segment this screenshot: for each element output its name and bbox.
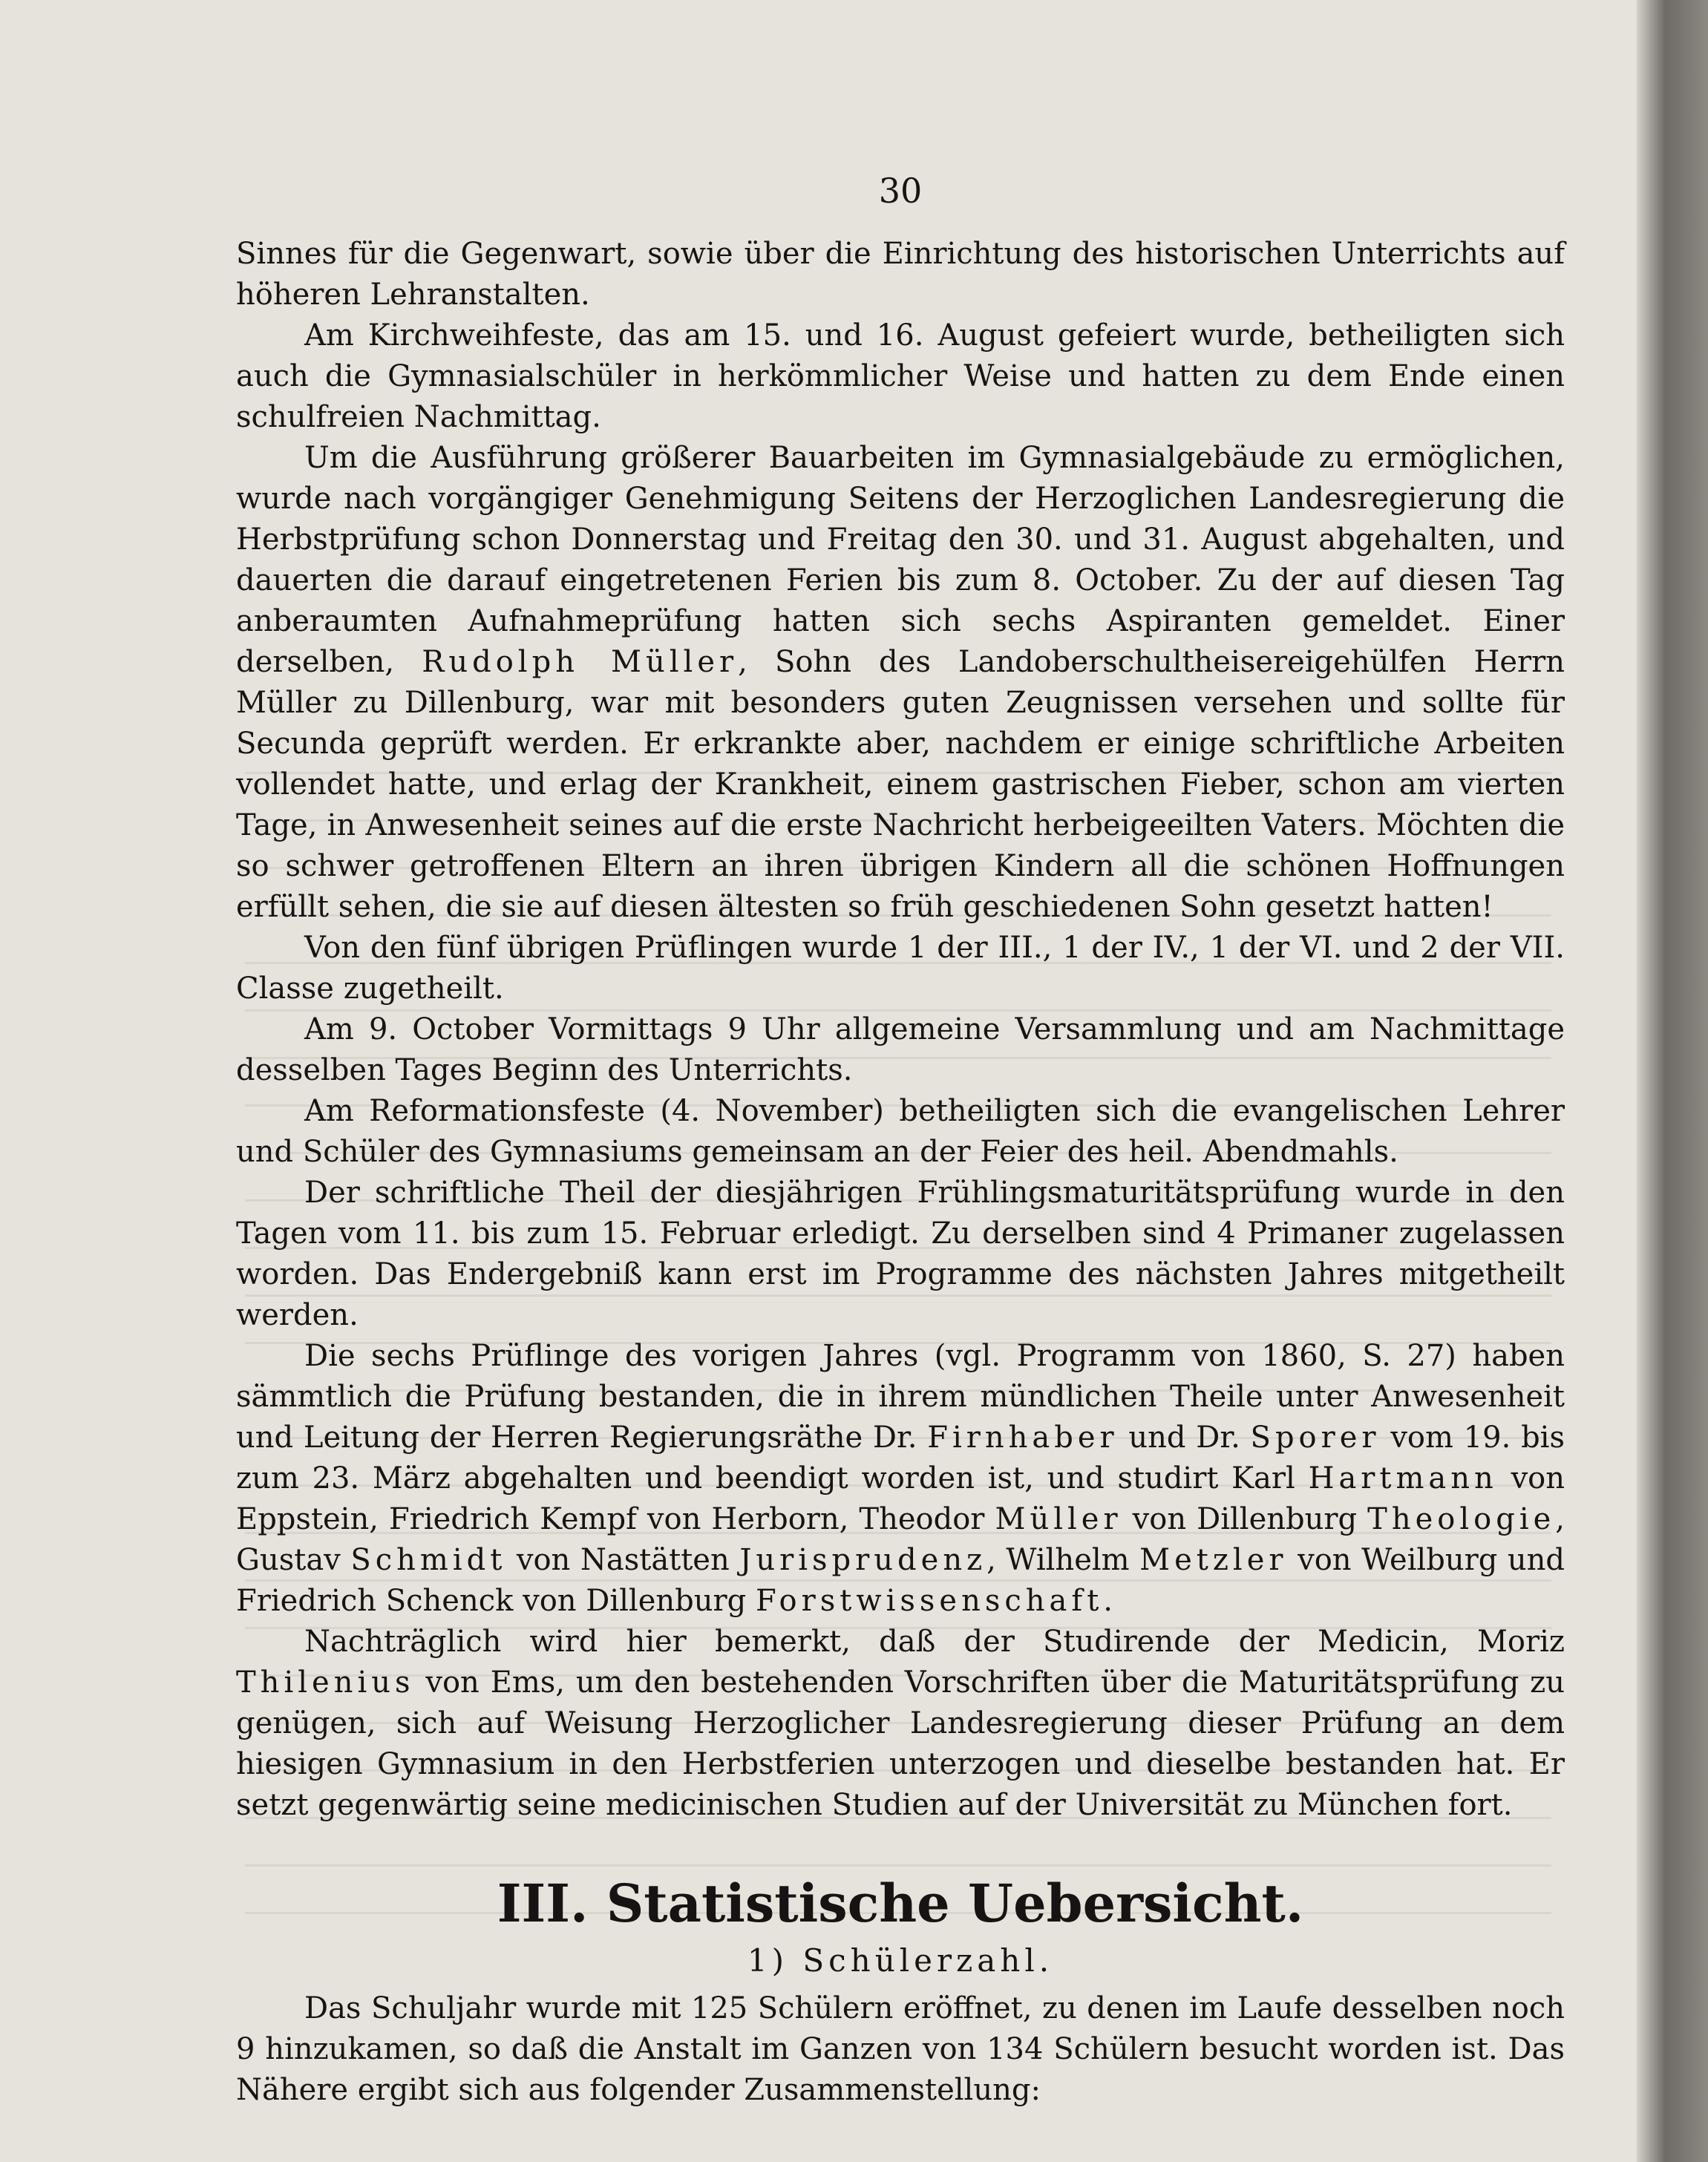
text-run: . [1103,1584,1113,1618]
book-gutter [1637,0,1708,2162]
spaced-emphasis: Thilenius [236,1665,415,1700]
spaced-emphasis: Forstwissenschaft [755,1584,1104,1618]
body-paragraph [236,438,1565,928]
body-paragraph [236,1009,1565,1091]
body-paragraph [236,1173,1565,1336]
spaced-emphasis: Jurisprudenz [739,1543,987,1577]
text-run: Sinnes für die Gegenwart, sowie über die Einrichtung des historischen Unterrichts auf höheren Lehranstalten. [236,237,1565,312]
text-run: Am 9. October Vormittags 9 Uhr allgemeine Versammlung und am Nachmittage desselben Tages Beginn des Unterrichts. [236,1012,1565,1087]
body-paragraph [236,928,1565,1009]
spaced-emphasis: Hartmann [1308,1461,1498,1496]
text-run: und Dr. [1118,1421,1251,1455]
text-run: vom 19. bis zum 23. März abgehalten und beendigt worden ist, und studirt Karl [236,1421,1565,1496]
text-run: Von den fünf übrigen Prüflingen wurde 1 der III., 1 der IV., 1 der VI. und 2 der VII. Classe zugetheilt. [236,931,1565,1006]
text-run: Die sechs Prüflinge des vorigen Jahres (vgl. Programm von 1860, S. 27) haben sämmtlich die Prüfung bestanden, die in ihrem mündlichen Theile unter Anwesenheit und Leitung der Herren Regierungsräthe Dr. [236,1339,1565,1455]
page-content [236,171,1565,2111]
body-paragraph [236,234,1565,315]
text-run: von Dillenburg [1122,1502,1368,1536]
section-subheading: 1) Schülerzahl. [747,1942,1054,1979]
body-paragraph [236,1336,1565,1622]
body-paragraph [236,315,1565,438]
text-run: Um die Ausführung größerer Bauarbeiten im Gymnasialgebäude zu ermöglichen, wurde nach vorgängiger Genehmigung Seitens der Herzoglichen Landesregierung die Herbstprüfung schon Donnerstag und Freitag den 30. und 31. August abgehalten, und dauerten die darauf eingetretenen Ferien bis zum 8. October. Zu der auf diesen Tag anberaumten Aufnahmeprüfung hatten sich sechs Aspiranten gemeldet. Einer derselben, [236,441,1565,679]
body-text [236,234,1565,1826]
text-run: von Ems, um den bestehenden Vorschriften über die Maturitätsprüfung zu genügen, sich auf Weisung Herzoglicher Landesregierung dieser Prüfung an dem hiesigen Gymnasium in den Herbstferien unterzogen und dieselbe bestanden hat. Er setzt gegenwärtig seine medicinischen Studien auf der Universität zu München fort. [236,1665,1565,1822]
text-run: Am Reformationsfeste (4. November) betheiligten sich die evangelischen Lehrer und Schüler des Gymnasiums gemeinsam an der Feier des heil. Abendmahls. [236,1094,1565,1169]
text-run: Der schriftliche Theil der diesjährigen Frühlingsmaturitätsprüfung wurde in den Tagen vom 11. bis zum 15. Februar erledigt. Zu derselben sind 4 Primaner zugelassen worden. Das Endergebniß kann erst im Programme des nächsten Jahres mitgetheilt werden. [236,1176,1565,1332]
text-run: Nachträglich wird hier bemerkt, daß der Studirende der Medicin, Moriz [304,1625,1565,1659]
text-run: , Wilhelm [986,1543,1140,1577]
text-run: von Nastätten [506,1543,740,1577]
text-run: , Gustav [236,1502,1565,1577]
page-number: 30 [878,171,923,211]
spaced-emphasis: Sporer [1250,1421,1381,1455]
text-run: , Sohn des Landoberschultheisereigehülfen Herrn Müller zu Dillenburg, war mit besonders guten Zeugnissen versehen und sollte für Secunda geprüft werden. Er erkrankte aber, nachdem er einige schriftliche Arbeiten vollendet hatte, und erlag der Krankheit, einem gastrischen Fieber, schon am vierten Tage, in Anwesenheit seines auf die erste Nachricht herbeigeeilten Vaters. Möchten die so schwer getroffenen Eltern an ihren übrigen Kindern all die schönen Hoffnungen erfüllt sehen, die sie auf diesen ältesten so früh geschiedenen Sohn gesetzt hatten! [236,645,1565,924]
spaced-emphasis: Müller [995,1502,1122,1536]
spaced-emphasis: Theologie [1367,1502,1556,1536]
section-paragraph: Das Schuljahr wurde mit 125 Schülern eröffnet, zu denen im Laufe desselben noch 9 hinzukamen, so daß die Anstalt im Ganzen von 134 Schülern besucht worden ist. Das Nähere ergibt sich aus folgender Zusammenstellung: [236,1991,1565,2107]
body-paragraph [236,1091,1565,1173]
spaced-emphasis: Schmidt [350,1543,507,1577]
spaced-emphasis: Firnhaber [927,1421,1119,1455]
text-run: Am Kirchweihfeste, das am 15. und 16. August gefeiert wurde, betheiligten sich auch die Gymnasialschüler in herkömmlicher Weise und hatten zu dem Ende einen schulfreien Nachmittag. [236,318,1565,434]
spaced-emphasis: Rudolph Müller [422,645,739,679]
body-paragraph [236,1622,1565,1826]
section-title: III. Statistische Uebersicht. [497,1873,1304,1934]
spaced-emphasis: Metzler [1139,1543,1288,1577]
text-run: von Weilburg und Friedrich Schenck von Dillenburg [236,1543,1565,1618]
text-run: von Eppstein, Friedrich Kempf von Herborn, Theodor [236,1461,1565,1536]
